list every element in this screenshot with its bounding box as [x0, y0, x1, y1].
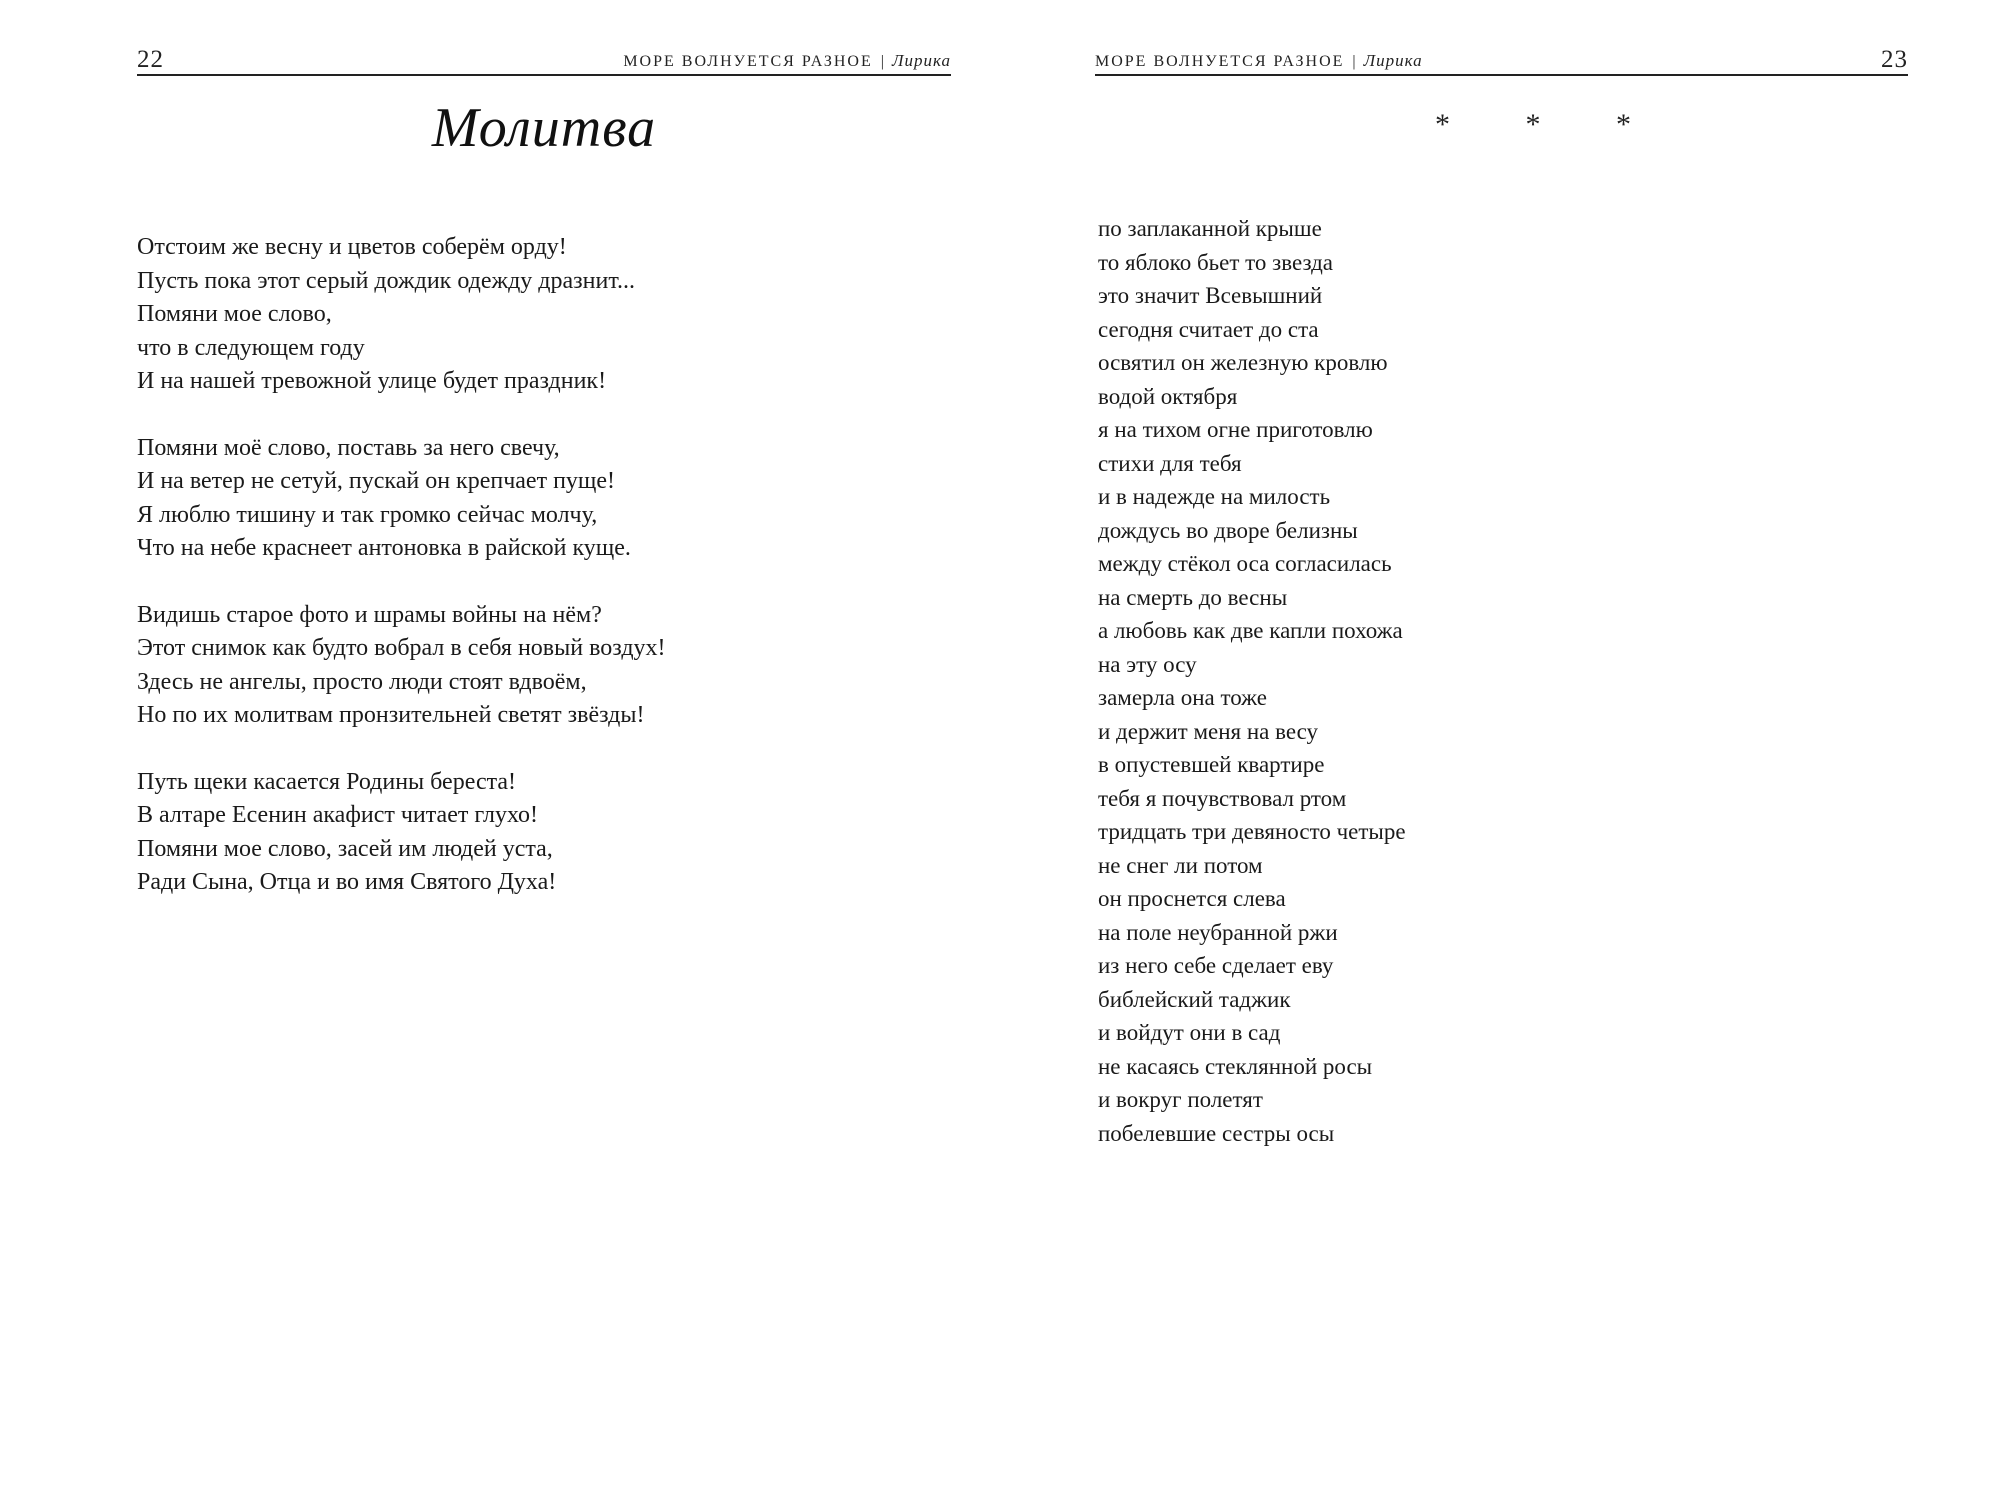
- poem-line: я на тихом огне приготовлю: [1098, 417, 1373, 442]
- poem-line: Видишь старое фото и шрамы войны на нём?: [137, 601, 602, 628]
- poem-line: в опустевшей квартире: [1098, 752, 1325, 777]
- poem-line: водой октября: [1098, 383, 1238, 409]
- poem-line: Я люблю тишину и так громко сейчас молчу,: [137, 501, 598, 528]
- head-separator: |: [880, 53, 884, 70]
- head-separator: |: [1352, 53, 1356, 70]
- poem-line: освятил он железную кровлю: [1098, 350, 1388, 375]
- poem-line: дождусь во дворе белизны: [1098, 517, 1358, 543]
- poem-line: Отстоим же весну и цветов соберём орду!: [137, 234, 567, 260]
- poem-line: Но по их молитвам пронзительней светят звёзды!: [137, 702, 645, 728]
- stanza: [137, 432, 937, 566]
- stanza: [137, 599, 937, 733]
- poem-line: тебя я почувствовал ртом: [1098, 785, 1347, 811]
- poem-line: на эту осу: [1098, 651, 1197, 677]
- poem-line: он проснется слева: [1098, 886, 1286, 911]
- right-page: [1000, 0, 2000, 1508]
- stanza: [137, 231, 937, 399]
- poem-line: Помяни мое слово,: [137, 301, 332, 327]
- page-number: 23: [1881, 46, 1908, 73]
- poem-line: не снег ли потом: [1098, 852, 1263, 878]
- poem-line: на поле неубранной ржи: [1098, 919, 1338, 945]
- poem-title: Молитва: [431, 97, 657, 159]
- poem-line: Здесь не ангелы, просто люди стоят вдвоём,: [137, 668, 587, 695]
- running-head-text: [1095, 51, 1423, 71]
- running-head-right: [1095, 44, 1908, 76]
- poem-line: и держит меня на весу: [1098, 718, 1319, 744]
- running-head-text: [623, 51, 951, 71]
- poem-line: библейский таджик: [1098, 986, 1291, 1012]
- poem-line: по заплаканной крыше: [1098, 216, 1322, 241]
- poem-line: И на ветер не сетуй, пускай он крепчает пуще!: [137, 468, 616, 494]
- poem-line: на смерть до весны: [1098, 584, 1288, 610]
- poem-line: не касаясь стеклянной росы: [1098, 1053, 1373, 1079]
- poem-body: [137, 231, 937, 933]
- poem-separator-asterisks: * * *: [1435, 108, 1665, 141]
- poem-line: И на нашей тревожной улице будет праздник!: [137, 368, 607, 394]
- stanza: [137, 766, 937, 900]
- poem-line: В алтаре Есенин акафист читает глухо!: [137, 802, 539, 828]
- poem-line: Путь щеки касается Родины береста!: [137, 768, 517, 795]
- poem-line: Пусть пока этот серый дождик одежду дразнит...: [137, 267, 636, 294]
- poem-line: а любовь как две капли похожа: [1098, 618, 1403, 643]
- poem-line: замерла она тоже: [1098, 685, 1267, 710]
- poem-line: Этот снимок как будто вобрал в себя новый воздух!: [137, 635, 666, 661]
- poem-line: Помяни моё слово, поставь за него свечу,: [137, 434, 560, 461]
- poem-line: то яблоко бьет то звезда: [1098, 249, 1334, 275]
- section-name: Лирика: [1363, 51, 1423, 70]
- book-title: МОРЕ ВОЛНУЕТСЯ РАЗНОЕ: [1095, 53, 1345, 70]
- poem-line: из него себе сделает еву: [1098, 953, 1334, 978]
- poem-line: и вокруг полетят: [1098, 1087, 1263, 1112]
- poem-line: тридцать три девяносто четыре: [1098, 819, 1406, 844]
- poem-line: Что на небе краснеет антоновка в райской куще.: [137, 535, 631, 561]
- section-name: Лирика: [891, 51, 951, 70]
- page-number: 22: [137, 46, 164, 73]
- poem-line: что в следующем году: [137, 334, 365, 361]
- poem-line: и войдут они в сад: [1098, 1020, 1281, 1045]
- book-title: МОРЕ ВОЛНУЕТСЯ РАЗНОЕ: [623, 53, 873, 70]
- poem-line: между стёкол оса согласилась: [1098, 551, 1392, 576]
- poem-line: Ради Сына, Отца и во имя Святого Духа!: [137, 869, 557, 895]
- running-head-left: [137, 44, 951, 76]
- poem-line: сегодня считает до ста: [1098, 316, 1319, 342]
- poem-line: стихи для тебя: [1098, 450, 1242, 476]
- poem-line: побелевшие сестры осы: [1098, 1120, 1335, 1146]
- poem-body: [1098, 212, 1658, 1150]
- poem-line: это значит Всевышний: [1098, 283, 1323, 308]
- poem-line: и в надежде на милость: [1098, 484, 1331, 509]
- poem-line: Помяни мое слово, засей им людей уста,: [137, 835, 553, 862]
